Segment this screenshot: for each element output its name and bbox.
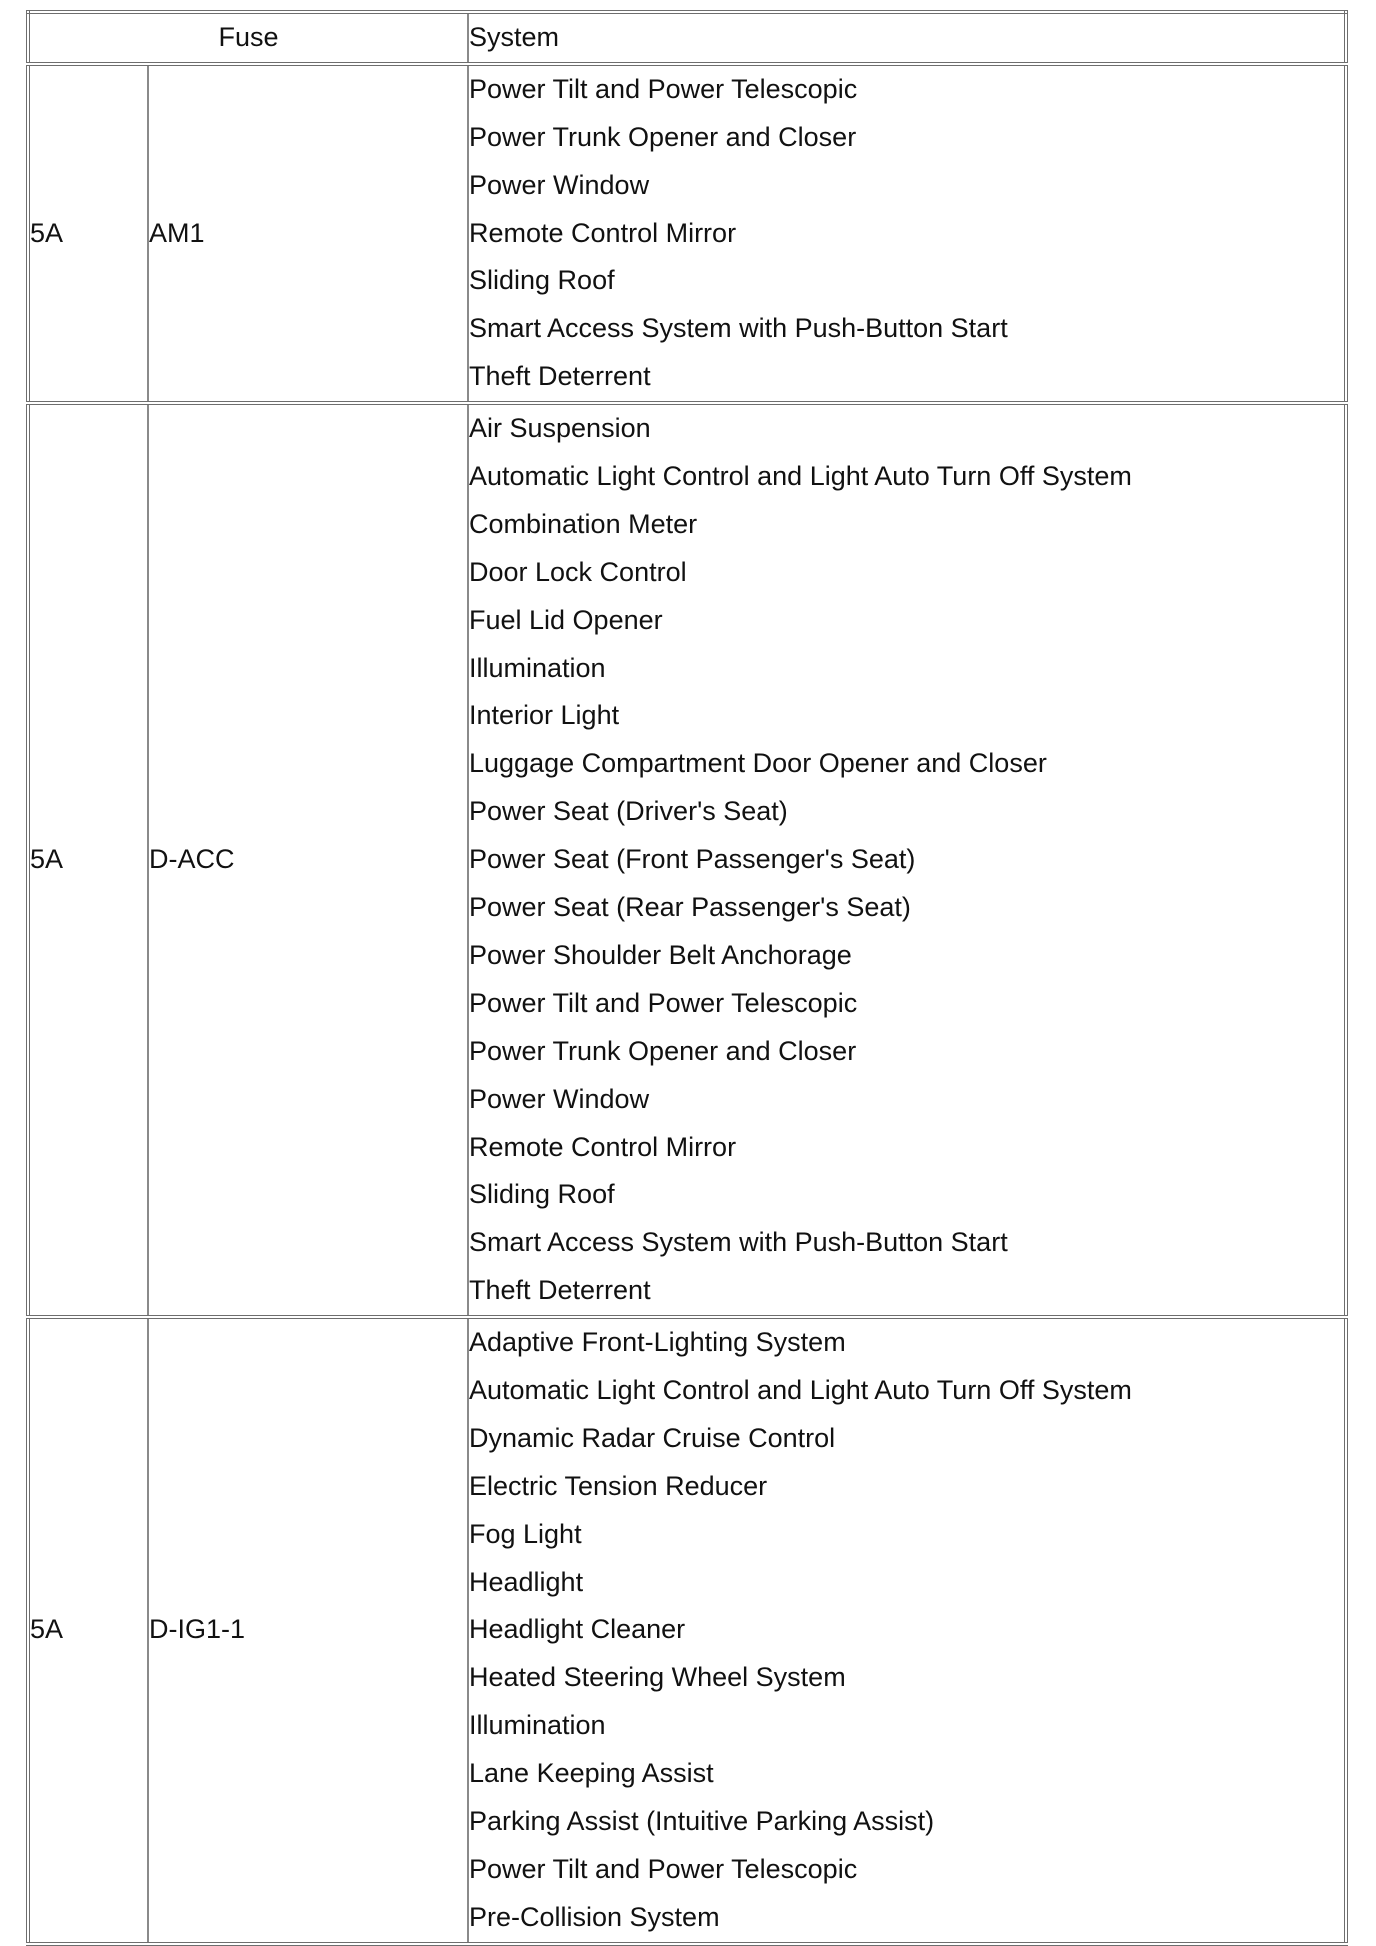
- fuse-group-row: [28, 64, 1346, 403]
- system-item: Power Tilt and Power Telescopic: [469, 1853, 858, 1884]
- system-item: Sliding Roof: [469, 265, 615, 296]
- system-item: Illumination: [469, 652, 606, 683]
- system-item: Power Tilt and Power Telescopic: [469, 987, 858, 1018]
- system-item: Power Window: [469, 1083, 650, 1114]
- system-item: Dynamic Radar Cruise Control: [469, 1422, 836, 1453]
- system-item: Headlight Cleaner: [469, 1614, 686, 1645]
- system-item: Lane Keeping Assist: [469, 1758, 714, 1789]
- fuse-amperage: 5A: [28, 403, 148, 1317]
- system-item: Adaptive Front-Lighting System: [469, 1327, 846, 1358]
- fuse-name: D-IG1-1: [148, 1317, 468, 1944]
- system-list-cell: [468, 1317, 1346, 1944]
- system-item: Illumination: [469, 1710, 606, 1741]
- system-item: Parking Assist (Intuitive Parking Assist): [469, 1805, 935, 1836]
- system-item: Air Suspension: [469, 413, 651, 444]
- system-item: Theft Deterrent: [469, 361, 651, 392]
- system-item: Heated Steering Wheel System: [469, 1662, 846, 1693]
- system-list: [469, 66, 1344, 401]
- system-item: Pre-Collision System: [469, 1901, 720, 1932]
- system-item: Power Seat (Front Passenger's Seat): [469, 844, 916, 875]
- fuse-amperage: 5A: [28, 64, 148, 403]
- system-item: Power Trunk Opener and Closer: [469, 1035, 857, 1066]
- fuse-name: D-ACC: [148, 403, 468, 1317]
- system-item: Electric Tension Reducer: [469, 1470, 768, 1501]
- system-item: Fuel Lid Opener: [469, 604, 663, 635]
- system-list-cell: [468, 64, 1346, 403]
- system-item: Power Seat (Driver's Seat): [469, 796, 788, 827]
- fuse-name: AM1: [148, 64, 468, 403]
- system-item: Power Window: [469, 169, 650, 200]
- system-item: Sliding Roof: [469, 1179, 615, 1210]
- system-item: Power Shoulder Belt Anchorage: [469, 939, 852, 970]
- system-item: Door Lock Control: [469, 556, 687, 587]
- system-item: Interior Light: [469, 700, 620, 731]
- system-list-cell: [468, 403, 1346, 1317]
- system-item: Remote Control Mirror: [469, 1131, 737, 1162]
- system-item: Luggage Compartment Door Opener and Closer: [469, 748, 1047, 779]
- system-item: Headlight: [469, 1566, 584, 1597]
- fuse-amperage: 5A: [28, 1317, 148, 1944]
- system-item: Automatic Light Control and Light Auto Turn Off System: [469, 1374, 1132, 1405]
- system-list: [469, 1319, 1344, 1942]
- system-list: [469, 405, 1344, 1315]
- header-fuse: Fuse: [28, 12, 468, 64]
- table-header-row: [28, 12, 1346, 64]
- fuse-system-table: [26, 10, 1348, 1946]
- header-system: System: [468, 12, 1346, 64]
- system-item: Power Seat (Rear Passenger's Seat): [469, 892, 911, 923]
- system-item: Remote Control Mirror: [469, 217, 737, 248]
- system-item: Power Trunk Opener and Closer: [469, 121, 857, 152]
- fuse-group-row: [28, 403, 1346, 1317]
- system-item: Theft Deterrent: [469, 1275, 651, 1306]
- fuse-group-row: [28, 1317, 1346, 1944]
- system-item: Fog Light: [469, 1518, 582, 1549]
- system-item: Power Tilt and Power Telescopic: [469, 73, 858, 104]
- system-item: Smart Access System with Push-Button Start: [469, 313, 1008, 344]
- system-item: Automatic Light Control and Light Auto Turn Off System: [469, 461, 1132, 492]
- system-item: Smart Access System with Push-Button Start: [469, 1227, 1008, 1258]
- table-body: [28, 64, 1346, 1944]
- system-item: Combination Meter: [469, 508, 698, 539]
